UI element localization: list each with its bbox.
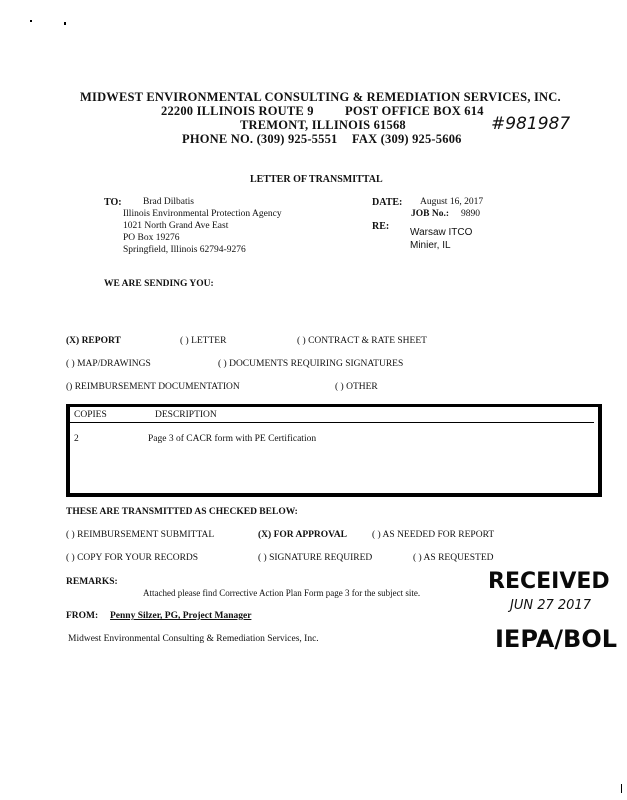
re-label: RE:: [372, 221, 390, 232]
check-letter: ( ) LETTER: [180, 336, 227, 346]
job-value: 9890: [461, 209, 480, 219]
job-label: JOB No.:: [411, 209, 449, 219]
from-value: Penny Silzer, PG, Project Manager: [110, 611, 252, 621]
remarks-label: REMARKS:: [66, 577, 118, 587]
check-reimbursement-submittal: ( ) REIMBURSEMENT SUBMITTAL: [66, 530, 215, 540]
date-value: August 16, 2017: [420, 197, 484, 207]
check-for-approval: (X) FOR APPROVAL: [258, 530, 348, 540]
re-line2: Minier, IL: [410, 240, 451, 251]
row-copies: 2: [74, 434, 79, 444]
check-contract: ( ) CONTRACT & RATE SHEET: [297, 336, 427, 346]
check-documents-signatures: ( ) DOCUMENTS REQUIRING SIGNATURES: [218, 359, 404, 369]
transmitted-label: THESE ARE TRANSMITTED AS CHECKED BELOW:: [66, 507, 298, 517]
to-organization: Illinois Environmental Protection Agency: [123, 209, 282, 219]
check-report: (X) REPORT: [66, 336, 121, 346]
check-map-drawings: ( ) MAP/DRAWINGS: [66, 359, 151, 369]
to-street: 1021 North Grand Ave East: [123, 221, 229, 231]
street-address: 22200 ILLINOIS ROUTE 9: [161, 104, 314, 118]
scan-speck: [64, 22, 66, 25]
row-description: Page 3 of CACR form with PE Certification: [148, 434, 317, 444]
check-reimbursement-documentation: () REIMBURSEMENT DOCUMENTATION: [66, 382, 240, 392]
check-as-requested: ( ) AS REQUESTED: [413, 553, 494, 563]
date-label: DATE:: [372, 197, 403, 208]
re-line1: Warsaw ITCO: [410, 227, 473, 238]
received-stamp-date: JUN 27 2017: [510, 598, 591, 613]
sending-label: WE ARE SENDING YOU:: [104, 279, 214, 289]
company-name: MIDWEST ENVIRONMENTAL CONSULTING & REMEDIATION SERVICES, INC.: [80, 90, 561, 104]
remarks-text: Attached please find Corrective Action Plan Form page 3 for the subject site.: [143, 588, 421, 598]
check-as-needed: ( ) AS NEEDED FOR REPORT: [372, 530, 495, 540]
scan-speck: [621, 784, 622, 793]
phone: PHONE NO. (309) 925-5551: [182, 132, 338, 146]
copies-header: COPIES: [74, 410, 107, 420]
description-header: DESCRIPTION: [155, 410, 217, 420]
to-name: Brad Dilbatis: [143, 197, 194, 207]
handwritten-number: #981987: [491, 114, 571, 134]
received-stamp-text: RECEIVED: [488, 569, 610, 594]
footer-company: Midwest Environmental Consulting & Remediation Services, Inc.: [68, 634, 319, 644]
from-label: FROM:: [66, 611, 99, 621]
copies-description-box: [66, 404, 602, 497]
check-copy-records: ( ) COPY FOR YOUR RECORDS: [66, 553, 199, 563]
fax: FAX (309) 925-5606: [352, 132, 462, 146]
city-state: TREMONT, ILLINOIS 61568: [240, 118, 406, 132]
check-signature-required: ( ) SIGNATURE REQUIRED: [258, 553, 373, 563]
to-city: Springfield, Illinois 62794-9276: [123, 245, 246, 255]
check-other: ( ) OTHER: [335, 382, 378, 392]
to-label: TO:: [104, 197, 122, 208]
to-pobox: PO Box 19276: [123, 233, 180, 243]
header-underline: [70, 422, 594, 423]
po-box: POST OFFICE BOX 614: [345, 104, 484, 118]
received-stamp-dept: IEPA/BOL: [495, 625, 618, 653]
document-title: LETTER OF TRANSMITTAL: [250, 174, 383, 185]
scan-speck: [30, 20, 32, 22]
